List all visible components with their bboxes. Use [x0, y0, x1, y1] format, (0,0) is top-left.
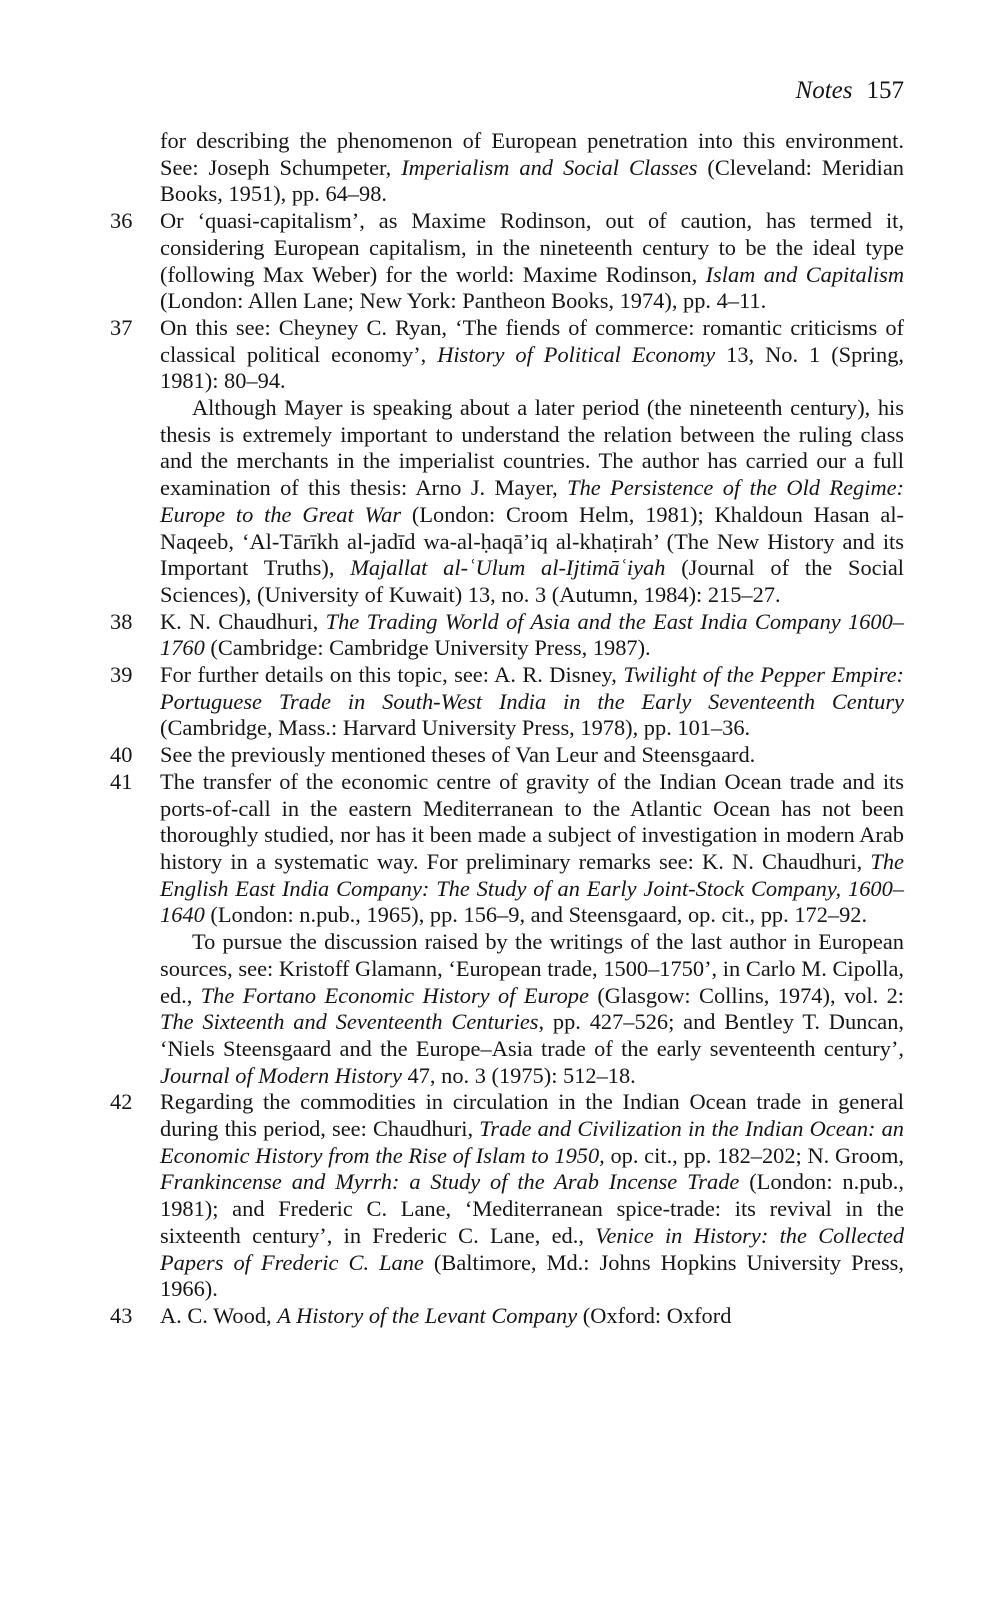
endnote-paragraph	[160, 315, 904, 395]
endnote-paragraph	[160, 769, 904, 929]
endnote-paragraph	[160, 1089, 904, 1303]
text-run: op. cit., pp. 182–202; N. Groom,	[604, 1142, 904, 1168]
text-run: See the previously mentioned theses of Van Leur and Steensgaard.	[160, 742, 756, 768]
endnote	[110, 609, 904, 662]
text-run: (Cambridge, Mass.: Harvard University Press, 1978), pp. 101–36.	[160, 715, 751, 741]
text-run: The transfer of the economic centre of gravity of the Indian Ocean trade and its ports-of-call in the eastern Mediterranean to the Atlantic Ocean has not been thoroughly studied, nor has it been made a subject of investigation in modern Arab history in a systematic way. For preliminary remarks see: K. N. Chaudhuri,	[160, 768, 904, 874]
italic-title: Islam and Capitalism	[705, 261, 905, 287]
text-run: (Cambridge: Cambridge University Press, 1987).	[204, 635, 651, 661]
endnote-number: 41	[110, 768, 133, 794]
endnote-number: 39	[110, 662, 133, 688]
endnote	[110, 1089, 904, 1303]
text-run: Regarding the commodities in circulation in the Indian Ocean trade in general during this period, see: Chaudhuri,	[160, 1089, 904, 1142]
endnote-body	[160, 1303, 904, 1330]
italic-title: The English East India Company: The Study of an Early Joint-Stock Company, 1600–1640	[160, 848, 904, 928]
endnote-body	[160, 609, 904, 662]
italic-title: Imperialism and Social Classes	[401, 154, 698, 180]
endnote-paragraph	[160, 662, 904, 742]
endnote-body	[160, 742, 904, 769]
text-run: 13, No. 1 (Spring, 1981): 80–94.	[160, 341, 904, 394]
endnote-number: 36	[110, 208, 133, 234]
endnote	[110, 742, 904, 769]
endnote	[110, 208, 904, 315]
endnote	[110, 769, 904, 1089]
running-head	[796, 76, 904, 106]
endnote-number: 42	[110, 1089, 133, 1115]
endnote-paragraph	[160, 395, 904, 609]
text-run: K. N. Chaudhuri,	[160, 608, 326, 634]
italic-title: The Persistence of the Old Regime: Europe to the Great War	[160, 475, 905, 527]
italic-title: Twilight of the Pepper Empire: Portuguese Trade in South-West India in the Early Seventeenth Century	[160, 662, 904, 714]
text-run: (Glasgow: Collins, 1974), vol. 2:	[588, 982, 904, 1008]
endnote-number: 43	[110, 1302, 133, 1328]
endnote-number: 38	[110, 608, 133, 634]
text-run: To pursue the discussion raised by the writings of the last author in European sources, see: Kristoff Glamann, ‘European trade, 1500–1750’, in Carlo M. Cipolla, ed.,	[160, 929, 904, 1008]
endnote-body	[160, 315, 904, 609]
text-run: 47, no. 3 (1975): 512–18.	[401, 1062, 636, 1088]
text-run: (London: Allen Lane; New York: Pantheon Books, 1974), pp. 4–11.	[160, 288, 767, 314]
italic-title: Journal of Modern History	[160, 1062, 402, 1088]
text-run: A. C. Wood,	[160, 1302, 278, 1328]
endnote-paragraph	[160, 929, 904, 1089]
italic-title: Frankincense and Myrrh: a Study of the Arab Incense Trade	[160, 1169, 740, 1195]
endnote-body	[160, 128, 904, 208]
text-run: (London: n.pub., 1965), pp. 156–9, and Steensgaard, op. cit., pp. 172–92.	[204, 902, 868, 928]
text-run: Although Mayer is speaking about a later period (the nineteenth century), his thesis is extremely important to understand the relation between the ruling class and the merchants in the imperialist countries. The author has carried our a full examination of this thesis: Arno J. Mayer,	[160, 395, 904, 501]
text-run: for describing the phenomenon of European penetration into this environment. See: Joseph Schumpeter,	[160, 128, 904, 180]
text-run: (Journal of the Social Sciences), (University of Kuwait) 13, no. 3 (Autumn, 1984): 215–27.	[160, 555, 904, 607]
text-run: (Cleveland: Meridian Books, 1951), pp. 64–98.	[160, 154, 904, 207]
italic-title: The Trading World of Asia and the East India Company 1600–1760	[160, 608, 905, 661]
italic-title: The Sixteenth and Seventeenth Centuries	[160, 1009, 539, 1035]
page-number: 157	[866, 77, 904, 104]
endnote-body	[160, 769, 904, 1089]
italic-title: Venice in History: the Collected Papers of Frederic C. Lane	[160, 1222, 905, 1275]
endnote-body	[160, 662, 904, 742]
text-run: (Oxford: Oxford	[577, 1302, 732, 1328]
endnote-number: 40	[110, 742, 133, 768]
italic-title: History of Political Economy	[437, 341, 716, 367]
endnote	[110, 128, 904, 208]
italic-title: Trade and Civilization in the Indian Ocean: an Economic History from the Rise of Islam to 1950,	[160, 1116, 905, 1168]
endnote-paragraph	[160, 742, 904, 769]
endnote-paragraph	[160, 609, 904, 662]
text-run: (London: Croom Helm, 1981); Khaldoun Hasan al-Naqeeb, ‘Al-Tārīkh al-jadīd wa-al-ḥaqā’iq al-khaṭirah’ (The New History and its Important Truths),	[160, 501, 904, 581]
text-run: (Baltimore, Md.: Johns Hopkins University Press, 1966).	[160, 1249, 904, 1302]
text-run: On this see: Cheyney C. Ryan, ‘The fiends of commerce: romantic criticisms of classical political economy’,	[160, 314, 904, 367]
section-title: Notes	[795, 77, 853, 104]
endnotes-list	[110, 128, 904, 1330]
endnote-number: 37	[110, 314, 133, 340]
text-run: , pp. 427–526; and Bentley T. Duncan, ‘Niels Steensgaard and the Europe–Asia trade of the early seventeenth century’,	[160, 1009, 904, 1061]
endnote-paragraph	[160, 208, 904, 315]
text-run: (London: n.pub., 1981); and Frederic C. Lane, ‘Mediterranean spice-trade: its revival in the sixteenth century’, in Frederic C. Lane, ed.,	[160, 1169, 904, 1248]
italic-title: Majallat al-ʿUlum al-Ijtimāʿiyah	[350, 555, 666, 581]
endnote-paragraph	[160, 128, 904, 208]
italic-title: A History of the Levant Company	[277, 1302, 578, 1328]
endnote	[110, 315, 904, 609]
endnote	[110, 662, 904, 742]
italic-title: The Fortano Economic History of Europe	[200, 982, 589, 1008]
endnote-body	[160, 208, 904, 315]
text-run: For further details on this topic, see: A. R. Disney,	[160, 662, 624, 688]
endnote-paragraph	[160, 1303, 904, 1330]
endnote	[110, 1303, 904, 1330]
endnote-body	[160, 1089, 904, 1303]
text-run: Or ‘quasi-capitalism’, as Maxime Rodinson, out of caution, has termed it, considering European capitalism, in the nineteenth century to be the ideal type (following Max Weber) for the world: Maxime Rodinson,	[160, 208, 904, 287]
